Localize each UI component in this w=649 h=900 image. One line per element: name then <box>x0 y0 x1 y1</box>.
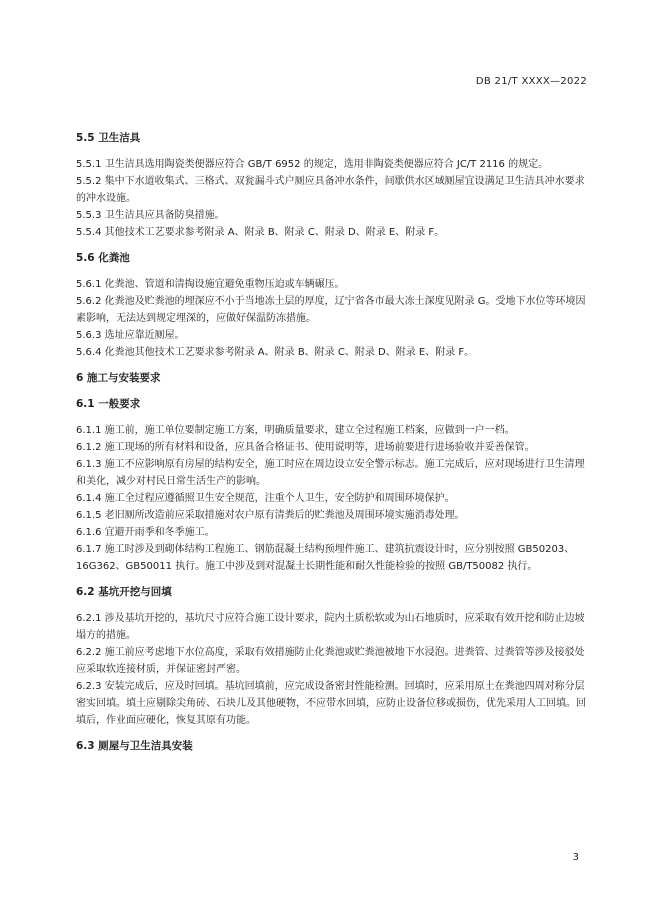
section-heading: 6.2 基坑开挖与回填 <box>76 586 172 598</box>
clause: 5.5.1 卫生洁具选用陶瓷类便器应符合 GB/T 6952 的规定，选用非陶瓷类便器应符合 JC/T 2116 的规定。 <box>76 159 549 170</box>
clause: 6.1.2 施工现场的所有材料和设备，应具备合格证书、使用说明等，进场前要进行进场验收并妥善保管。 <box>76 442 535 453</box>
section-heading: 5.6 化粪池 <box>76 252 130 264</box>
clause: 6.1.5 老旧厕所改造前应采取措施对农户原有清粪后的贮粪池及周围环境实施消毒处理。 <box>76 510 465 521</box>
clause: 5.6.3 选址应靠近厕屋。 <box>76 330 185 341</box>
clause: 6.1.6 宜避开雨季和冬季施工。 <box>76 527 215 538</box>
clause: 6.2.1 涉及基坑开挖的，基坑尺寸应符合施工设计要求，院内土质松软或为山石地质时，应采取有效开挖和防止边坡塌方的措施。 <box>76 613 585 641</box>
clause: 6.1.7 施工时涉及到砌体结构工程施工、钢筋混凝土结构预埋件施工、建筑抗震设计时，应分别按照 GB50203、16G362、GB50011 执行。施工中涉及到对混凝土长期性能和耐久性能检验的按照 GB/T50082 执行。 <box>76 544 575 572</box>
clause: 6.1.1 施工前，施工单位要制定施工方案，明确质量要求，建立全过程施工档案，应做到一户一档。 <box>76 425 515 436</box>
clause: 5.6.4 化粪池其他技术工艺要求参考附录 A、附录 B、附录 C、附录 D、附录 E、附录 F。 <box>76 347 475 358</box>
clause: 5.6.2 化粪池及贮粪池的埋深应不小于当地冻土层的厚度，辽宁省各市最大冻土深度见附录 G。受地下水位等环境因素影响，无法达到规定埋深的，应做好保温防冻措施。 <box>76 296 586 324</box>
clause: 5.5.3 卫生洁具应具备防臭措施。 <box>76 210 225 221</box>
clause: 5.5.2 集中下水道收集式、三格式、双瓮漏斗式户厕应具备冲水条件，间歇供水区域厕屋宜设满足卫生洁具冲水要求的冲水设施。 <box>76 176 585 204</box>
chapter-heading: 6 施工与安装要求 <box>76 372 161 384</box>
section-heading: 6.3 厕屋与卫生洁具安装 <box>76 740 193 752</box>
document-id: DB 21/T XXXX—2022 <box>475 76 587 87</box>
clause: 6.1.4 施工全过程应遵循照卫生安全规范，注重个人卫生，安全防护和周围环境保护。 <box>76 493 455 504</box>
clause: 5.6.1 化粪池、管道和清掏设施宜避免重物压迫或车辆碾压。 <box>76 279 345 290</box>
clause: 5.5.4 其他技术工艺要求参考附录 A、附录 B、附录 C、附录 D、附录 E、附录 F。 <box>76 227 445 238</box>
section-heading: 5.5 卫生洁具 <box>76 132 141 144</box>
clause: 6.1.3 施工不应影响原有房屋的结构安全，施工时应在周边设立安全警示标志。施工完成后，应对现场进行卫生清理和美化，减少对村民日常生活生产的影响。 <box>76 459 585 487</box>
document-body <box>76 130 587 755</box>
page-number: 3 <box>572 852 579 863</box>
section-heading: 6.1 一般要求 <box>76 398 141 410</box>
clause: 6.2.3 安装完成后，应及时回填。基坑回填前，应完成设备密封性能检测。回填时，应采用原土在粪池四周对称分层密实回填。填土应剔除尖角砖、石块儿及其他硬物，不应带水回填，应防止设备位移或损伤，优先采用人工回填。回填后，作业面应硬化，恢复其原有功能。 <box>76 681 586 726</box>
clause: 6.2.2 施工前应考虑地下水位高度，采取有效措施防止化粪池或贮粪池被地下水浸泡。进粪管、过粪管等涉及接驳处应采取软连接材质，并保证密封严密。 <box>76 647 585 675</box>
